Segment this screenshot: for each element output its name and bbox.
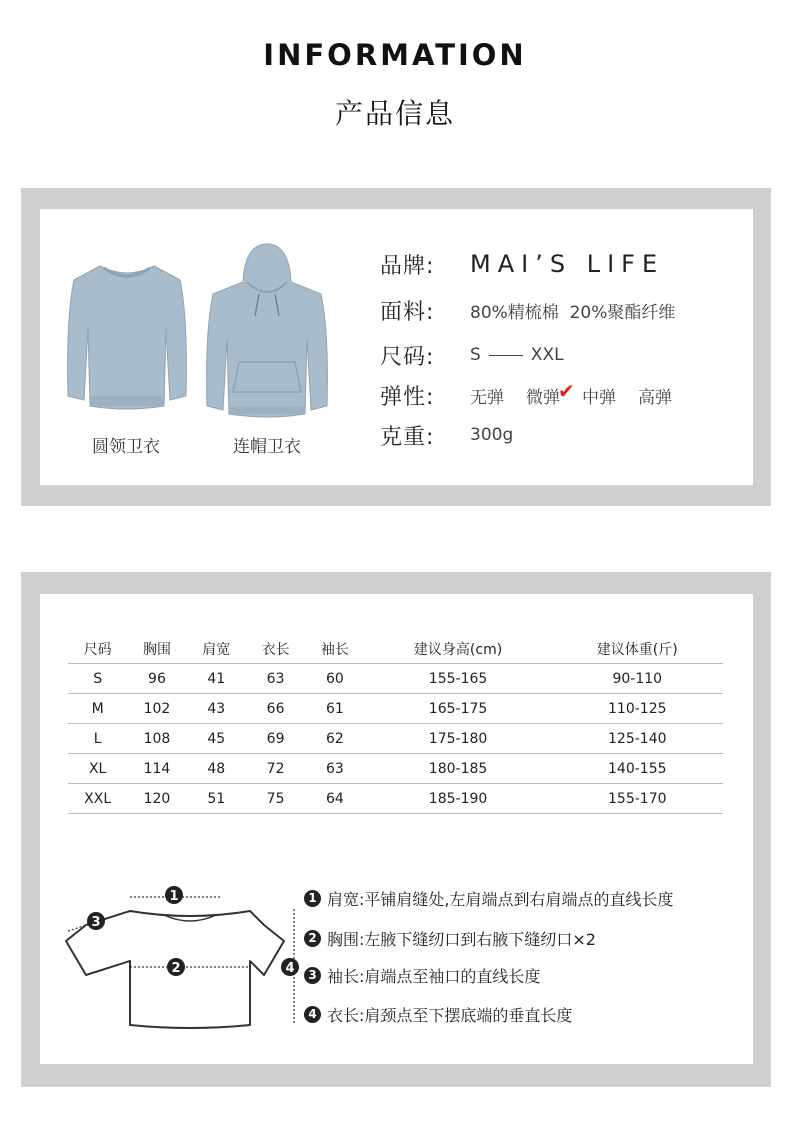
table-cell: 61 — [325, 700, 344, 717]
measure-legend-1 — [304, 887, 673, 910]
svg-text:1: 1 — [169, 889, 179, 904]
elastic-option-medium: 中弹 — [582, 387, 616, 408]
table-cell: 185-190 — [428, 790, 488, 807]
measurement-diagram — [60, 875, 310, 1035]
elastic-option-none: 无弹 — [470, 387, 504, 408]
fabric-value: 80%精梳棉 20%聚酯纤维 — [470, 302, 676, 323]
crewneck-sweatshirt-icon — [62, 258, 192, 413]
table-cell: 125-140 — [608, 730, 667, 747]
table-cell: 43 — [207, 700, 226, 717]
measure-legend-2 — [304, 927, 596, 950]
table-cell: 180-185 — [428, 760, 488, 777]
size-table — [68, 634, 723, 814]
measure-legend-4 — [304, 1003, 572, 1026]
table-cell: 60 — [325, 670, 344, 687]
table-cell: 102 — [143, 700, 171, 717]
table-cell: 155-165 — [428, 670, 488, 687]
table-cell: 62 — [325, 730, 344, 747]
table-cell: 140-155 — [608, 760, 667, 777]
measure-legend-3 — [304, 964, 540, 987]
table-cell: S — [93, 670, 103, 687]
table-cell: 45 — [207, 730, 226, 747]
table-cell: L — [93, 730, 102, 747]
number-2-icon: 2 — [304, 930, 321, 947]
elastic-option-high: 高弹 — [638, 387, 672, 408]
col-header-chest: 胸围 — [142, 641, 171, 658]
measure-legend-2-text: 胸围:左腋下缝纫口到右腋下缝纫口×2 — [327, 930, 596, 949]
table-cell: 48 — [207, 760, 226, 777]
size-table-header-row — [68, 634, 723, 664]
size-from: S — [470, 345, 481, 365]
table-row — [68, 754, 723, 784]
table-cell: 96 — [148, 670, 166, 687]
size-label: 尺码: — [380, 344, 435, 370]
size-dash — [489, 355, 523, 356]
hoodie-icon — [203, 242, 331, 420]
page-title-en: INFORMATION — [263, 38, 527, 72]
col-header-height: 建议身高(cm) — [413, 641, 503, 658]
table-cell: 114 — [143, 760, 171, 777]
measure-legend-3-text: 袖长:肩端点至袖口的直线长度 — [327, 967, 541, 986]
number-3-icon: 3 — [304, 967, 321, 984]
info-row-brand — [380, 247, 664, 281]
fabric-label: 面料: — [380, 299, 435, 325]
measure-legend-1-text: 肩宽:平铺肩缝处,左肩端点到右肩端点的直线长度 — [327, 890, 674, 909]
table-row — [68, 664, 723, 694]
table-cell: 165-175 — [428, 700, 488, 717]
table-cell: 69 — [266, 730, 285, 747]
weight-label: 克重: — [380, 424, 435, 450]
col-header-length: 衣长 — [261, 641, 290, 658]
table-cell: 63 — [325, 760, 344, 777]
col-header-weight: 建议体重(斤) — [596, 641, 678, 658]
table-cell: 72 — [266, 760, 285, 777]
info-row-elastic — [380, 378, 694, 412]
table-cell: 66 — [266, 700, 285, 717]
col-header-size: 尺码 — [83, 641, 112, 658]
table-cell: 75 — [266, 790, 285, 807]
table-row — [68, 694, 723, 724]
table-cell: 51 — [207, 790, 226, 807]
table-cell: 110-125 — [608, 700, 667, 717]
table-row — [68, 784, 723, 814]
info-row-fabric — [380, 293, 675, 327]
info-row-weight — [380, 418, 513, 452]
check-mark-icon: ✔ — [558, 378, 575, 403]
weight-value: 300g — [470, 425, 514, 445]
table-cell: 63 — [266, 670, 285, 687]
info-row-size — [380, 338, 564, 372]
page-title-cn: 产品信息 — [334, 97, 455, 130]
table-cell: 90-110 — [612, 670, 663, 687]
elastic-option-slight — [526, 378, 575, 408]
brand-value: MAI’S LIFE — [470, 250, 665, 278]
svg-text:4: 4 — [285, 961, 295, 976]
table-cell: XL — [88, 760, 107, 777]
product-caption-crewneck: 圆领卫衣 — [92, 437, 160, 457]
col-header-shoulder: 肩宽 — [202, 641, 231, 658]
table-cell: 175-180 — [428, 730, 488, 747]
table-cell: XXL — [84, 790, 112, 807]
col-header-sleeve: 袖长 — [320, 641, 349, 658]
elastic-option-slight-label: 微弹 — [526, 387, 560, 408]
svg-text:2: 2 — [171, 961, 181, 976]
table-cell: 64 — [325, 790, 344, 807]
table-cell: 120 — [143, 790, 171, 807]
measure-legend-4-text: 衣长:肩颈点至下摆底端的垂直长度 — [327, 1006, 573, 1025]
table-cell: 108 — [143, 730, 171, 747]
table-cell: 155-170 — [608, 790, 667, 807]
number-1-icon: 1 — [304, 890, 321, 907]
svg-text:3: 3 — [91, 915, 101, 930]
elastic-label: 弹性: — [380, 384, 435, 410]
table-cell: 41 — [207, 670, 226, 687]
product-caption-hoodie: 连帽卫衣 — [233, 437, 301, 457]
table-cell: M — [91, 700, 104, 717]
brand-label: 品牌: — [380, 253, 435, 279]
size-range — [470, 345, 564, 365]
size-to: XXL — [530, 345, 564, 365]
number-4-icon: 4 — [304, 1006, 321, 1023]
table-row — [68, 724, 723, 754]
